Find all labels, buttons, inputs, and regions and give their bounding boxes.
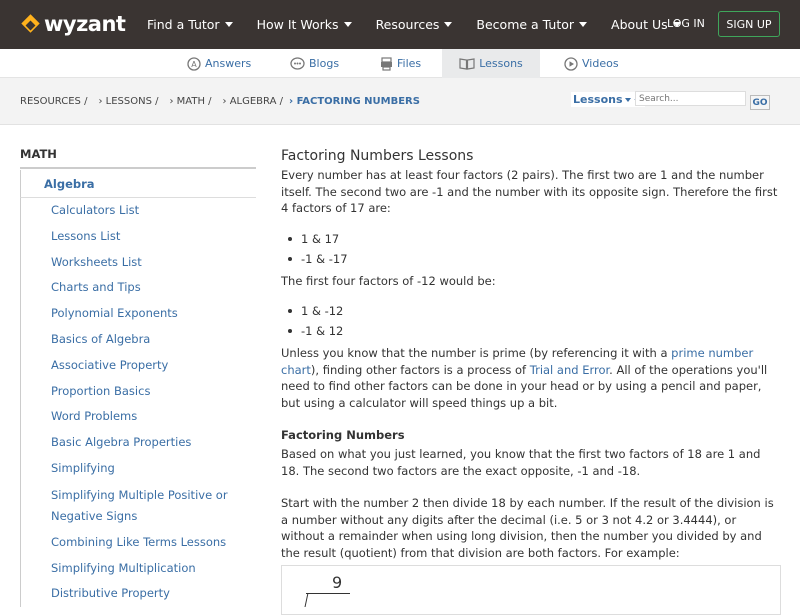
- lesson-content: [281, 146, 781, 561]
- intro-paragraph: Every number has at least four factors (2 pairs). The first two are 1 and the number itself. The second two are -1 and the number with its opposite sign. Therefore the first 4 factors of 17 are:: [281, 168, 778, 215]
- breadcrumb-algebra[interactable]: › ALGEBRA /: [222, 96, 283, 107]
- list-item: -1 & -17: [281, 249, 781, 269]
- list-item: 1 & -12: [281, 301, 781, 321]
- tab-label: Videos: [582, 57, 619, 70]
- sidebar-item[interactable]: Lessons List: [51, 228, 121, 243]
- tab-label: Lessons: [479, 57, 523, 70]
- lessons-icon: [459, 57, 475, 70]
- files-icon: [380, 57, 393, 71]
- top-navbar: [0, 0, 800, 49]
- sidebar-item[interactable]: Associative Property: [51, 357, 169, 372]
- list-item: -1 & 12: [281, 321, 781, 341]
- sidebar-item[interactable]: Polynomial Exponents: [51, 306, 178, 321]
- sidebar-item[interactable]: Calculators List: [51, 203, 140, 217]
- chevron-down-icon: [444, 22, 452, 27]
- nav-how-it-works[interactable]: [257, 17, 352, 32]
- tab-lessons[interactable]: [442, 49, 540, 78]
- sidebar-item[interactable]: Charts and Tips: [51, 280, 141, 295]
- chevron-down-icon: [625, 98, 631, 102]
- logo-text: wyzant: [44, 12, 126, 36]
- mid-paragraph: The first four factors of -12 would be:: [281, 273, 496, 288]
- trial-and-error-link[interactable]: Trial and Error: [529, 362, 610, 377]
- division-bracket: [305, 593, 314, 607]
- tab-answers[interactable]: [187, 49, 251, 78]
- breadcrumb-resources[interactable]: RESOURCES /: [20, 96, 88, 107]
- tab-label: Answers: [205, 57, 252, 70]
- text: Unless you know that the number is prime (by referencing it with a: [281, 346, 672, 360]
- wyzant-logo[interactable]: [20, 12, 125, 36]
- nav-label: Become a Tutor: [476, 17, 575, 32]
- prime-number-chart-link[interactable]: prime number chart: [281, 346, 754, 377]
- tab-label: Blogs: [309, 57, 340, 70]
- tab-blogs[interactable]: [290, 49, 339, 78]
- sidebar-item[interactable]: Basic Algebra Properties: [51, 435, 192, 450]
- nav-label: Find a Tutor: [147, 17, 220, 32]
- answers-icon: [187, 57, 201, 71]
- chevron-down-icon: [579, 22, 587, 27]
- sidebar-item[interactable]: Simplifying: [51, 460, 115, 475]
- page-title: Factoring Numbers Lessons: [281, 148, 474, 164]
- nav-label: Resources: [375, 17, 440, 32]
- breadcrumb-lessons[interactable]: › LESSONS /: [98, 96, 159, 107]
- sidebar-item[interactable]: Proportion Basics: [51, 383, 151, 398]
- breadcrumb-math[interactable]: › MATH /: [169, 96, 212, 107]
- factors-list-17: [281, 229, 781, 269]
- breadcrumb-current: › FACTORING NUMBERS: [288, 96, 420, 107]
- go-button[interactable]: GO: [750, 95, 770, 110]
- nav-label: About Us: [611, 17, 668, 32]
- sidebar-list: [20, 198, 256, 607]
- sidebar-item[interactable]: Distributive Property: [51, 586, 170, 601]
- sidebar-heading: MATH: [20, 140, 256, 168]
- login-link[interactable]: LOG IN: [667, 17, 705, 30]
- resources-subnav: [0, 49, 800, 78]
- tab-label: Files: [397, 57, 422, 70]
- sidebar-item[interactable]: Combining Like Terms Lessons: [51, 534, 227, 549]
- long-division-example: [281, 565, 781, 615]
- sidebar-item[interactable]: Simplifying Multiple Positive or Negative Signs: [51, 487, 228, 523]
- list-item: 1 & 17: [281, 229, 781, 249]
- prime-paragraph: [281, 345, 781, 411]
- example-quotient: 9: [332, 573, 343, 592]
- breadcrumb: [20, 96, 425, 107]
- sidebar: [20, 140, 256, 607]
- search-input[interactable]: [635, 91, 746, 106]
- factors-list-neg12: [281, 301, 781, 341]
- sidebar-item[interactable]: Basics of Algebra: [51, 331, 151, 346]
- nav-label: How It Works: [256, 17, 339, 32]
- chevron-down-icon: [225, 22, 233, 27]
- factors-18-paragraph: Based on what you just learned, you know that the first two factors of 18 are 1 and 18. The second two factors are the exact opposite, -1 and -18.: [281, 447, 761, 478]
- method-paragraph: Start with the number 2 then divide 18 by each number. If the result of the division is a number without any digits after the decimal (i.e. 5 or 3 not 4.2 or 3.4444), or without a remainder when using long division, then the number you divided by and the result (quotient) from that division are both factors. For example:: [281, 496, 774, 560]
- text: ), finding other factors is a process of: [310, 362, 530, 377]
- sidebar-item[interactable]: Worksheets List: [51, 254, 142, 269]
- nav-become-a-tutor[interactable]: [476, 17, 587, 32]
- sidebar-item[interactable]: Simplifying Multiplication: [51, 560, 196, 575]
- logo-icon: [20, 13, 42, 35]
- signup-button[interactable]: SIGN UP: [718, 11, 780, 37]
- sidebar-item-algebra[interactable]: Algebra: [20, 170, 256, 198]
- sidebar-item[interactable]: Word Problems: [51, 409, 138, 424]
- section-heading: Factoring Numbers: [281, 428, 405, 442]
- svg-text:A: A: [191, 59, 197, 69]
- search-scope-label: Lessons: [573, 93, 623, 106]
- main-nav: [147, 0, 705, 49]
- nav-resources[interactable]: [376, 17, 453, 32]
- chevron-down-icon: [344, 22, 352, 27]
- search-scope-dropdown[interactable]: [571, 92, 645, 107]
- videos-icon: [564, 57, 578, 71]
- blogs-icon: [290, 57, 305, 71]
- tab-files[interactable]: [380, 49, 421, 78]
- nav-find-a-tutor[interactable]: [147, 17, 233, 32]
- text: . All of the operations you'll need to find other factors can be done in your head or by using a pencil and paper, but using a calculator will speed things up a bit.: [281, 362, 768, 410]
- tab-videos[interactable]: [564, 49, 619, 78]
